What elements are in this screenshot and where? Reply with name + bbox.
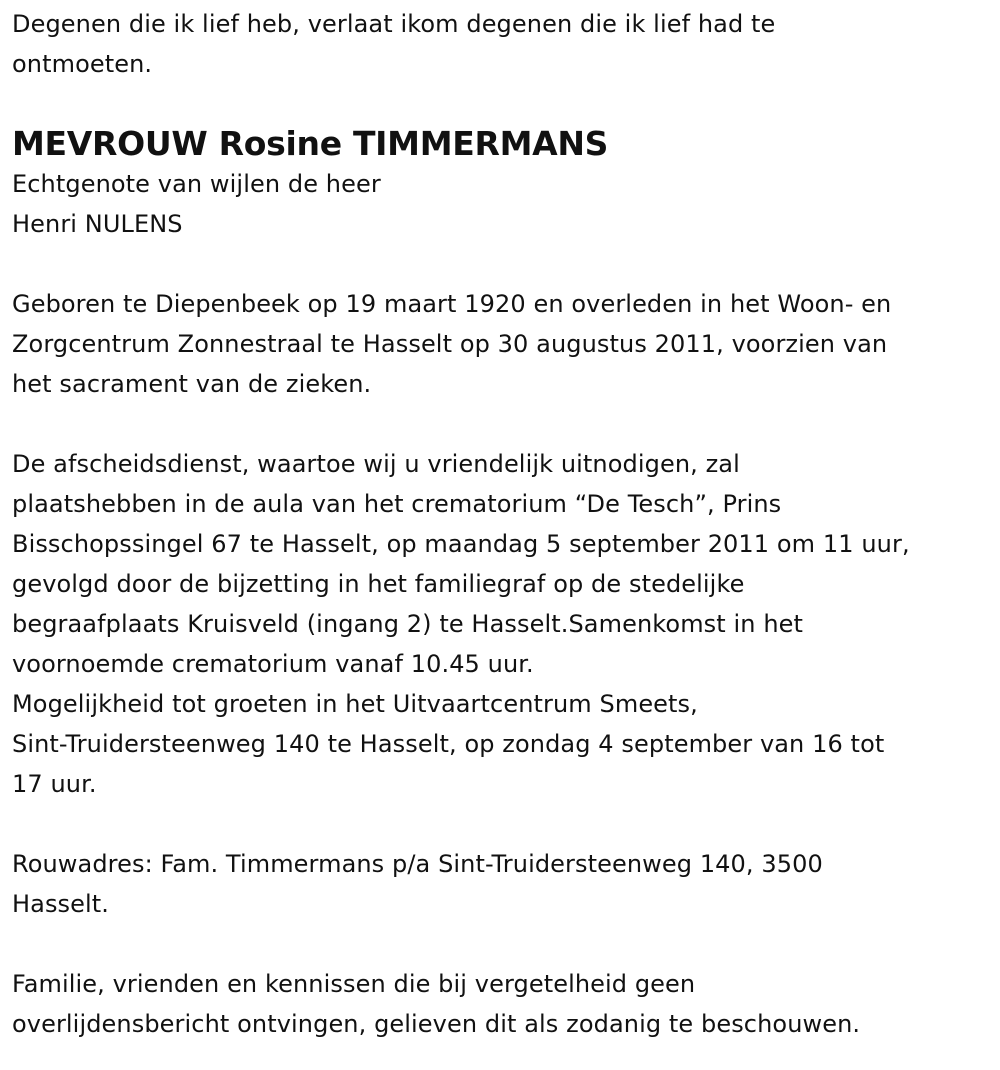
closing-paragraph bbox=[12, 964, 910, 1044]
deceased-name-heading: MEVROUW Rosine TIMMERMANS bbox=[12, 124, 609, 163]
text-line: overlijdensbericht ontvingen, gelieven dit als zodanig te beschouwen. bbox=[12, 1010, 861, 1038]
text-line: De afscheidsdienst, waartoe wij u vriendelijk uitnodigen, zal bbox=[12, 450, 740, 478]
text-line: Henri NULENS bbox=[12, 210, 183, 238]
birth-death-paragraph bbox=[12, 284, 910, 404]
text-line: Geboren te Diepenbeek op 19 maart 1920 en overleden in het Woon- en bbox=[12, 290, 892, 318]
text-line: plaatshebben in de aula van het crematorium “De Tesch”, Prins bbox=[12, 490, 782, 518]
address-paragraph bbox=[12, 844, 910, 924]
text-line: Echtgenote van wijlen de heer bbox=[12, 170, 381, 198]
service-paragraph bbox=[12, 444, 910, 804]
text-line: Degenen die ik lief heb, verlaat ikom degenen die ik lief had te bbox=[12, 10, 776, 38]
text-line: Bisschopssingel 67 te Hasselt, op maandag 5 september 2011 om 11 uur, bbox=[12, 530, 910, 558]
text-line: gevolgd door de bijzetting in het familiegraf op de stedelijke bbox=[12, 570, 745, 598]
text-line: Sint-Truidersteenweg 140 te Hasselt, op zondag 4 september van 16 tot bbox=[12, 730, 885, 758]
spouse-paragraph bbox=[12, 164, 910, 244]
text-line: Zorgcentrum Zonnestraal te Hasselt op 30 augustus 2011, voorzien van bbox=[12, 330, 888, 358]
text-line: het sacrament van de zieken. bbox=[12, 370, 372, 398]
text-line: Rouwadres: Fam. Timmermans p/a Sint-Truidersteenweg 140, 3500 bbox=[12, 850, 823, 878]
text-line: Mogelijkheid tot groeten in het Uitvaartcentrum Smeets, bbox=[12, 690, 698, 718]
text-line: 17 uur. bbox=[12, 770, 97, 798]
text-line: begraafplaats Kruisveld (ingang 2) te Hasselt.Samenkomst in het bbox=[12, 610, 804, 638]
obituary-document bbox=[12, 4, 910, 1044]
motto-paragraph bbox=[12, 4, 910, 84]
text-line: ontmoeten. bbox=[12, 50, 153, 78]
text-line: voornoemde crematorium vanaf 10.45 uur. bbox=[12, 650, 534, 678]
text-line: Hasselt. bbox=[12, 890, 110, 918]
text-line: Familie, vrienden en kennissen die bij vergetelheid geen bbox=[12, 970, 696, 998]
